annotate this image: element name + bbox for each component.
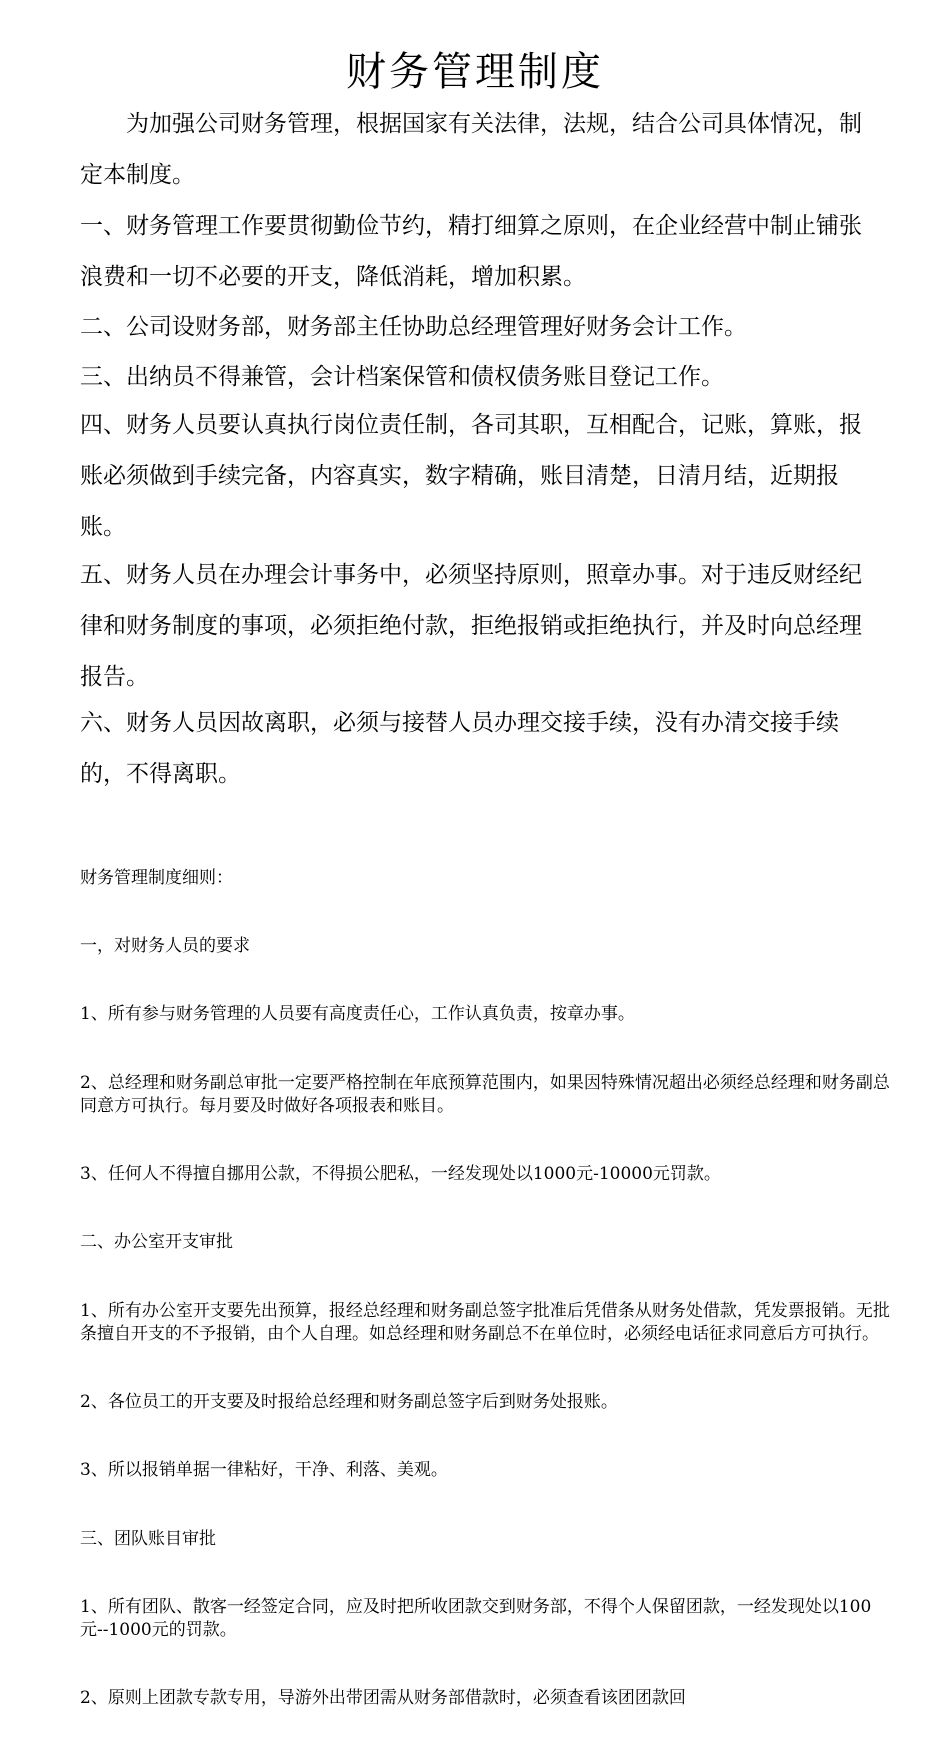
intro-paragraph: 为加强公司财务管理，根据国家有关法律，法规，结合公司具体情况，制定本制度。	[80, 111, 862, 188]
group-item: 2、原则上团款专款专用，导游外出带团需从财务部借款时，必须查看该团团款回	[80, 1688, 686, 1709]
section-5: 五、财务人员在办理会计事务中，必须坚持原则，照章办事。对于违反财经纪律和财务制度的事项，必须拒绝付款，拒绝报销或拒绝执行，并及时向总经理报告。	[80, 562, 862, 690]
section-4: 四、财务人员要认真执行岗位责任制，各司其职，互相配合，记账，算账，报账必须做到手续完备，内容真实，数字精确，账目清楚，日清月结，近期报账。	[80, 412, 862, 540]
group-item: 3、任何人不得擅自挪用公款，不得损公肥私，一经发现处以1000元-10000元罚款。	[80, 1163, 721, 1184]
section-6: 六、财务人员因故离职，必须与接替人员办理交接手续，没有办清交接手续的，不得离职。	[80, 710, 839, 787]
document-title: 财务管理制度	[346, 49, 604, 95]
group-title: 一，对财务人员的要求	[80, 935, 250, 956]
group-item: 1、所有办公室开支要先出预算，报经总经理和财务副总签字批准后凭借条从财务处借款，凭发票报销。无批条擅自开支的不予报销，由个人自理。如总经理和财务副总不在单位时，必须经电话征求同意后方可执行。	[80, 1300, 890, 1344]
section-1: 一、财务管理工作要贯彻勤俭节约，精打细算之原则，在企业经营中制止铺张浪费和一切不必要的开支，降低消耗，增加积累。	[80, 213, 862, 290]
group-title: 三、团队账目审批	[80, 1528, 216, 1549]
section-2: 二、公司设财务部，财务部主任协助总经理管理好财务会计工作。	[80, 314, 747, 340]
details-heading: 财务管理制度细则：	[80, 867, 233, 888]
group-item: 1、所有参与财务管理的人员要有高度责任心，工作认真负责，按章办事。	[80, 1004, 635, 1025]
group-item: 2、各位员工的开支要及时报给总经理和财务副总签字后到财务处报账。	[80, 1391, 618, 1412]
group-item: 2、总经理和财务副总审批一定要严格控制在年底预算范围内，如果因特殊情况超出必须经总经理和财务副总同意方可执行。每月要及时做好各项报表和账目。	[80, 1072, 890, 1116]
group-title: 二、办公室开支审批	[80, 1232, 233, 1253]
group-item: 1、所有团队、散客一经签定合同，应及时把所收团款交到财务部，不得个人保留团款，一经发现处以100元--1000元的罚款。	[80, 1597, 872, 1640]
section-3: 三、出纳员不得兼管，会计档案保管和债权债务账目登记工作。	[80, 364, 724, 390]
group-item: 3、所以报销单据一律粘好，干净、利落、美观。	[80, 1460, 448, 1481]
details-section	[80, 821, 890, 1756]
